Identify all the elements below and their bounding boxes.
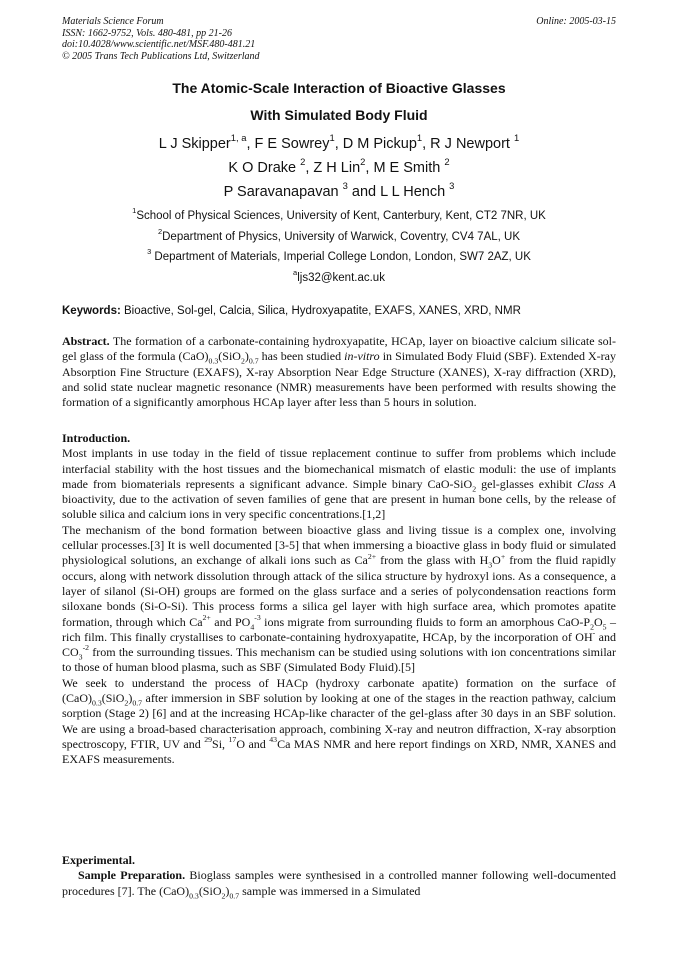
body-text: We seek to understand the process of HACp (hydroxy carbonate apatite) formation on the surface of (CaO) (62, 675, 616, 706)
keywords-label: Keywords: (62, 305, 121, 317)
journal-header (62, 16, 616, 62)
affiliation-text: Department of Physics, University of Warwick, Coventry, CV4 7AL, UK (162, 230, 521, 243)
online-date: Online: 2005-03-15 (536, 16, 616, 27)
introduction-section (62, 431, 616, 768)
superscript: -2 (82, 643, 90, 653)
issn-line: ISSN: 1662-9752, Vols. 480-481, pp 21-26 (62, 27, 232, 39)
introduction-heading: Introduction. (62, 431, 131, 445)
body-text: (SiO (198, 883, 222, 898)
paper-title-line2: With Simulated Body Fluid (250, 107, 428, 123)
keywords-line (62, 305, 616, 317)
subscript: 3 (78, 652, 83, 662)
subscript: 2 (221, 890, 226, 900)
experimental-paragraph (62, 868, 616, 899)
abstract-paragraph (62, 334, 616, 410)
paper-title-line1: The Atomic-Scale Interaction of Bioactive Glasses (172, 80, 506, 96)
email-text: ljs32@kent.ac.uk (297, 271, 385, 284)
subscript: 0.7 (132, 698, 143, 708)
body-text: gel-glasses exhibit (476, 476, 578, 491)
superscript: 2+ (367, 551, 377, 561)
abstract-italic: in-vitro (344, 349, 380, 364)
superscript: 29 (204, 735, 213, 745)
author-name: , M E Smith (365, 160, 445, 176)
subscript: 3 (488, 560, 493, 570)
abstract-text: The formation of a carbonate-containing hydroxyapatite, HCAp, layer on bioactive calcium silicate sol-gel glass of the formula (CaO) (62, 334, 616, 364)
body-text: and CO (62, 629, 617, 660)
abstract-text: (SiO (218, 349, 241, 364)
subsection-heading: Sample Preparation. (78, 868, 186, 883)
intro-paragraph-2 (62, 523, 616, 676)
subscript: 0.3 (208, 356, 219, 366)
author-affil-mark: 2 (300, 156, 306, 168)
superscript: -3 (254, 612, 261, 622)
superscript: 2+ (202, 612, 211, 622)
body-text: Si, (212, 736, 229, 751)
affiliation-mark: a (293, 267, 298, 277)
author-affil-mark: 3 (342, 180, 348, 192)
body-text: from the glass with H (376, 553, 489, 568)
subscript: 4 (250, 621, 255, 631)
section-heading (62, 853, 616, 868)
body-text: bioactivity, due to the activation of seven families of gene that are present in human bone cells, by the release of soluble silica and calcium ions in very specific concentrations.[1,2] (62, 492, 616, 522)
affiliation-text: School of Physical Sciences, University of Kent, Canterbury, Kent, CT2 7NR, UK (136, 210, 546, 222)
author-affil-mark: 1, a (230, 132, 247, 144)
italic-text: Class A (577, 476, 616, 491)
superscript: 17 (228, 735, 237, 745)
copyright-line: © 2005 Trans Tech Publications Ltd, Switzerland (62, 50, 260, 62)
body-text: The mechanism of the bond formation between bioactive glass and living tissue is a complex one, involving cellular processes.[3] It is well documented [3-5] that when immersing a bioactive glass in body fluid or simulated physiological solutions, an exchange of alkali ions such as Ca (62, 522, 616, 568)
author-name: P Saravanapavan (223, 184, 343, 200)
author-affil-mark: 2 (444, 156, 450, 168)
subscript: 0.7 (248, 356, 259, 366)
author-name: , D M Pickup (334, 136, 417, 152)
subscript: 0.3 (92, 698, 102, 708)
author-affil-mark: 1 (329, 132, 335, 144)
intro-paragraph-3 (62, 676, 616, 768)
experimental-heading: Experimental. (62, 853, 135, 867)
subscript: 2 (240, 356, 245, 366)
body-text: –rich film. This finally crystallises to carbonate-containing hydroxyapatite, HCAp, by the incorporation of OH (62, 614, 616, 644)
body-text: ) (128, 691, 133, 706)
author-name: , R J Newport (422, 136, 514, 152)
abstract-text: has been studied (258, 349, 345, 364)
body-text: from the fluid rapidly occurs, along with network dissolution through attack of the silica structure by hydroxyl ions. As a consequence, a layer of silanol (Si-OH) groups are formed on the glass surface and a series of polycondensation reactions form siloxane bonds (Si-O-Si). This process forms a silica gel layer with high surface area, which promotes apatite formation, through which Ca (62, 553, 616, 629)
author-affil-mark: 1 (513, 132, 520, 144)
superscript: - (592, 628, 596, 638)
author-line-2 (62, 156, 616, 180)
author-name: , F E Sowrey (246, 136, 330, 152)
author-line-3 (62, 180, 616, 204)
body-text: Ca MAS NMR and here report findings on XRD, NMR, XANES and EXAFS measurements. (62, 736, 616, 767)
affiliation-mark: 1 (132, 206, 137, 216)
body-text: (SiO (101, 691, 125, 706)
author-list (62, 132, 616, 204)
body-text: from the surrounding tissues. This mechanism can be studied using solutions with ion concentrations similar to those of human blood plasma, such as SBF (Simulated Body Fluid).[5] (62, 645, 616, 675)
experimental-section (62, 853, 616, 899)
body-text: O (594, 614, 603, 629)
superscript: + (500, 551, 506, 561)
body-text: sample was immersed in a Simulated (239, 883, 421, 898)
abstract-text: in Simulated Body Fluid (SBF). Extended X-ray Absorption Fine Structure (EXAFS), X-ray Absorption Near Edge Structure (XANES), X-ray diffraction (XRD), and solid state nuclear magnetic resonance (NMR) measurements have been performed with results showing the formation of a significantly amorphous HCAp layer after less than 5 hours in solution. (62, 349, 616, 410)
subscript: 5 (602, 621, 607, 631)
author-affil-mark: 2 (360, 156, 366, 168)
abstract-section (62, 334, 616, 410)
body-text: O and (236, 736, 270, 751)
subscript: 0.3 (189, 890, 199, 900)
keywords-text: Bioactive, Sol-gel, Calcia, Silica, Hydroxyapatite, EXAFS, XANES, XRD, NMR (120, 305, 521, 317)
subscript: 2 (590, 621, 594, 631)
affiliation-3 (62, 247, 616, 268)
subscript: 0.7 (229, 890, 240, 900)
affiliation-text: Department of Materials, Imperial College London, London, SW7 2AZ, UK (151, 251, 531, 263)
abstract-text: ) (244, 349, 249, 364)
author-name: and L L Hench (347, 184, 450, 200)
affiliation-mark: 3 (147, 247, 152, 257)
body-text: and PO (210, 614, 251, 629)
author-line-1 (62, 132, 616, 156)
author-name: L J Skipper (158, 136, 231, 152)
body-text: after immersion in SBF solution by looking at one of the stages in the reaction pathway, calcium sorption (Stage 2) [6] and at the increasing HCAp-like character of the gel-glass after 30 days in an SBF solution. We are using a broad-based characterisation approach, combining X-ray and neutron diffraction, X-ray absorption spectroscopy, FTIR, UV and (62, 691, 616, 751)
body-text: ions migrate from surrounding fluids to form an amorphous CaO-P (260, 614, 591, 629)
doi-line: doi:10.4028/www.scientific.net/MSF.480-481.21 (62, 39, 256, 50)
author-email (62, 268, 616, 289)
journal-name: Materials Science Forum (62, 16, 164, 27)
superscript: 43 (269, 735, 278, 745)
affiliation-1 (62, 206, 616, 227)
section-heading (62, 431, 616, 446)
affiliation-mark: 2 (157, 226, 163, 236)
abstract-label: Abstract. (62, 334, 110, 348)
body-text: Bioglass samples were synthesised in a controlled manner following well-documented procedures [7]. The (CaO) (62, 868, 616, 898)
intro-paragraph-1 (62, 446, 616, 522)
author-affil-mark: 1 (416, 132, 423, 144)
body-text: O (492, 553, 501, 568)
affiliation-2 (62, 227, 616, 248)
author-affil-mark: 3 (449, 180, 455, 192)
affiliation-list (62, 206, 616, 288)
body-text: ) (225, 883, 230, 898)
author-name: , Z H Lin (305, 160, 361, 176)
author-name: K O Drake (228, 160, 301, 176)
subscript: 2 (124, 698, 129, 708)
subscript: 2 (472, 484, 477, 494)
body-text: Most implants in use today in the field of tissue replacement continue to suffer from problems which include interfacial stability with the host tissues and the biomechanical mismatch of elastic moduli: the use of implants made from biomaterials represents a significant advance. Simple binary CaO-SiO (62, 446, 616, 491)
